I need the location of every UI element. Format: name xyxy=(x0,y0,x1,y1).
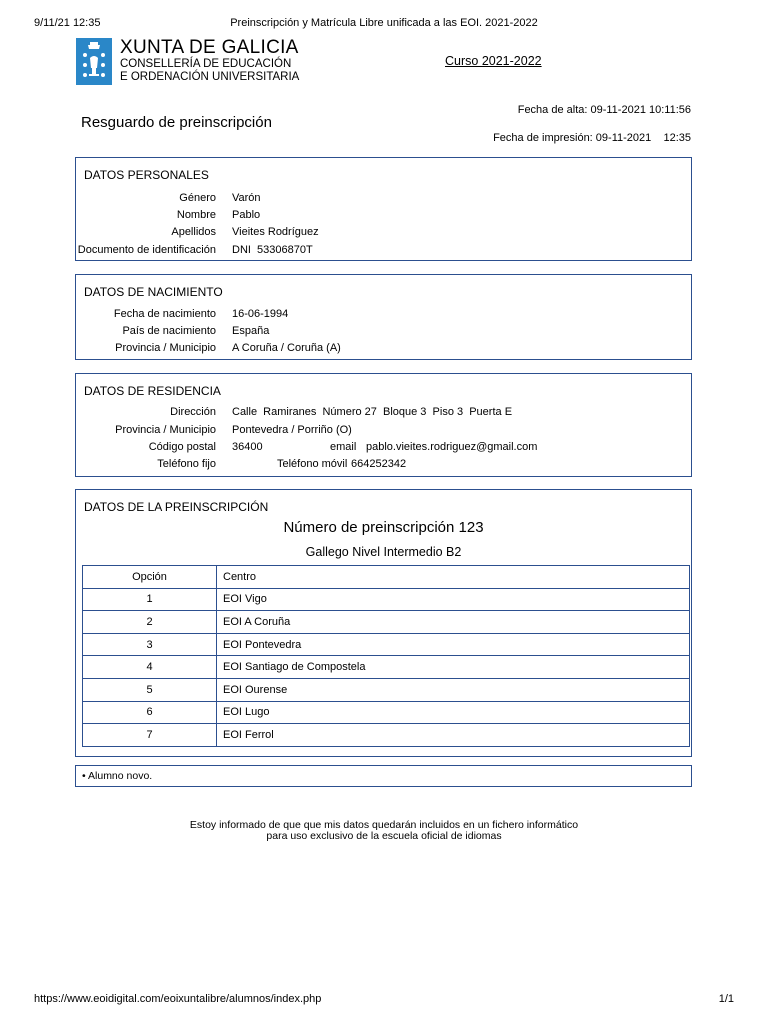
privacy-notice-line2: para uso exclusivo de la escuela oficial de idiomas xyxy=(266,830,502,842)
field-value: España xyxy=(232,325,270,337)
print-url: https://www.eoidigital.com/eoixuntalibre/alumnos/index.php xyxy=(34,993,322,1005)
field-row xyxy=(76,192,691,209)
logo-title: XUNTA DE GALICIA xyxy=(120,37,299,58)
section-title: DATOS DE NACIMIENTO xyxy=(84,285,223,299)
column-header-centro: Centro xyxy=(217,566,690,589)
field-value: Varón xyxy=(232,192,261,204)
section-datos-nacimiento xyxy=(75,274,692,360)
field-label: Fecha de nacimiento xyxy=(113,308,216,320)
field-row xyxy=(76,424,691,441)
field-label: País de nacimiento xyxy=(122,325,216,337)
field-label: Código postal xyxy=(148,441,216,453)
column-header-opcion: Opción xyxy=(83,566,217,589)
section-title: DATOS DE LA PREINSCRIPCIÓN xyxy=(84,500,269,514)
option-number: 6 xyxy=(83,701,217,724)
option-centro: EOI A Coruña xyxy=(217,611,690,634)
field-label: Dirección xyxy=(170,406,216,418)
option-number: 4 xyxy=(83,656,217,679)
field-row xyxy=(76,441,691,458)
document-title: Resguardo de preinscripción xyxy=(81,114,272,131)
option-number: 1 xyxy=(83,588,217,611)
field-value: 36400 xyxy=(232,441,263,453)
field-label: Teléfono fijo xyxy=(157,458,216,470)
field-label: Apellidos xyxy=(171,226,216,238)
field-label: Provincia / Municipio xyxy=(115,342,216,354)
field-value: Vieites Rodríguez xyxy=(232,226,319,238)
option-centro: EOI Ourense xyxy=(217,678,690,701)
table-row xyxy=(83,724,690,747)
print-page-number: 1/1 xyxy=(718,993,734,1005)
alumno-note: • Alumno novo. xyxy=(82,770,153,782)
table-row xyxy=(83,678,690,701)
option-number: 2 xyxy=(83,611,217,634)
table-row xyxy=(83,701,690,724)
option-centro: EOI Lugo xyxy=(217,701,690,724)
email-label: email xyxy=(330,441,357,453)
section-datos-preinscripcion xyxy=(75,489,692,757)
table-header-row xyxy=(83,566,690,589)
field-row xyxy=(76,458,691,475)
table-row xyxy=(83,611,690,634)
email-value: pablo.vieites.rodriguez@gmail.com xyxy=(366,441,538,453)
option-number: 3 xyxy=(83,633,217,656)
section-title: DATOS DE RESIDENCIA xyxy=(84,384,221,398)
option-centro: EOI Santiago de Compostela xyxy=(217,656,690,679)
table-row xyxy=(83,656,690,679)
field-row xyxy=(76,308,691,325)
movil-value: 664252342 xyxy=(351,458,407,470)
option-number: 5 xyxy=(83,678,217,701)
option-number: 7 xyxy=(83,724,217,747)
option-centro: EOI Pontevedra xyxy=(217,633,690,656)
field-value: DNI 53306870T xyxy=(232,244,313,256)
field-row xyxy=(76,406,691,423)
field-label: Documento de identificación xyxy=(77,244,216,256)
fecha-alta: Fecha de alta: 09-11-2021 10:11:56 xyxy=(517,104,691,116)
section-nota xyxy=(75,765,692,787)
field-value: Calle Ramiranes Número 27 Bloque 3 Piso 3 Puerta E xyxy=(232,406,513,418)
table-row xyxy=(83,588,690,611)
field-row xyxy=(76,209,691,226)
field-value: A Coruña / Coruña (A) xyxy=(232,342,341,354)
option-centro: EOI Ferrol xyxy=(217,724,690,747)
table-row xyxy=(83,633,690,656)
option-centro: EOI Vigo xyxy=(217,588,690,611)
field-label: Provincia / Municipio xyxy=(115,424,216,436)
field-label: Nombre xyxy=(176,209,216,221)
movil-label: Teléfono móvil xyxy=(277,458,348,470)
xunta-shield-logo xyxy=(76,38,112,85)
logo-text xyxy=(120,38,299,84)
curso-label: Curso 2021-2022 xyxy=(445,54,542,68)
options-table xyxy=(82,565,690,747)
privacy-notice xyxy=(0,820,768,842)
field-value: Pontevedra / Porriño (O) xyxy=(232,424,352,436)
field-row xyxy=(76,342,691,359)
logo-subtitle-2: E ORDENACIÓN UNIVERSITARIA xyxy=(120,71,300,83)
print-page-title: Preinscripción y Matrícula Libre unificada a las EOI. 2021-2022 xyxy=(230,17,538,29)
numero-preinscripcion: Número de preinscripción 123 xyxy=(283,519,484,536)
field-value: Pablo xyxy=(232,209,261,221)
logo-subtitle-1: CONSELLERÍA DE EDUCACIÓN xyxy=(120,58,292,70)
section-title: DATOS PERSONALES xyxy=(84,168,209,182)
field-row xyxy=(76,226,691,243)
privacy-notice-line1: Estoy informado de que que mis datos quedarán incluidos en un fichero informático xyxy=(189,819,579,831)
print-datetime: 9/11/21 12:35 xyxy=(34,17,101,29)
section-datos-personales xyxy=(75,157,692,261)
field-label: Género xyxy=(179,192,216,204)
field-value: 16-06-1994 xyxy=(232,308,289,320)
course-name: Gallego Nivel Intermedio B2 xyxy=(305,545,462,559)
section-datos-residencia xyxy=(75,373,692,477)
field-row xyxy=(76,325,691,342)
field-row xyxy=(76,244,691,261)
fecha-impresion: Fecha de impresión: 09-11-2021 12:35 xyxy=(493,132,691,144)
shield-icon xyxy=(76,38,112,85)
